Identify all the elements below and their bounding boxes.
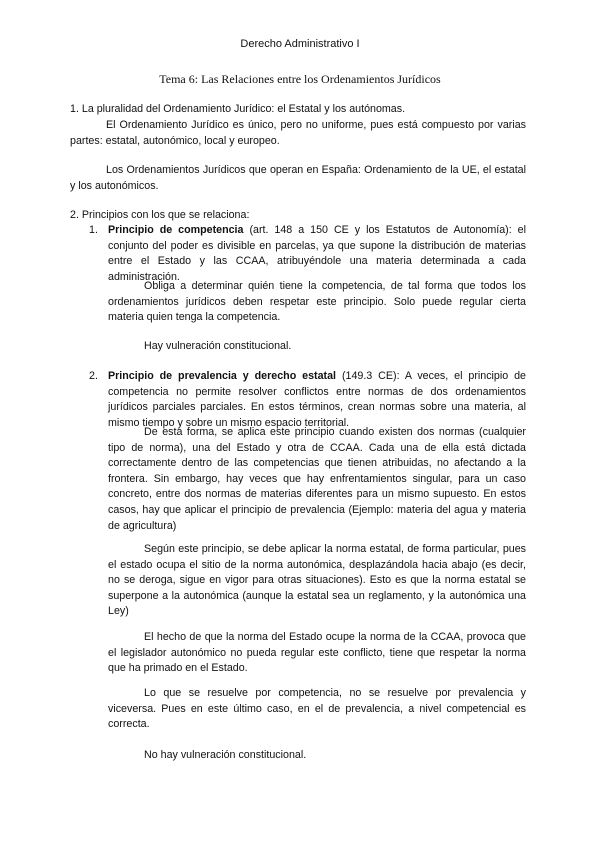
principle-competencia-paragraph-2: Obliga a determinar quién tiene la competencia, de tal forma que todos los ordenamientos jurídicos deben respetar este principio. Solo puede regular cierta materia quien tenga la competencia. <box>108 280 526 324</box>
section-1-heading: 1. La pluralidad del Ordenamiento Jurídico: el Estatal y los autónomas. <box>70 103 406 115</box>
principle-prevalencia-paragraph-5: Lo que se resuelve por competencia, no se resuelve por prevalencia y viceversa. Pues en este último caso, en el de prevalencia, a nivel competencial es correcta. <box>108 687 526 731</box>
list-number-1: 1. <box>89 224 98 236</box>
principle-competencia-title: Principio de competencia <box>108 224 244 236</box>
page-title: Tema 6: Las Relaciones entre los Ordenamientos Jurídicos <box>159 72 441 86</box>
principle-prevalencia-paragraph-2: De esta forma, se aplica este principio cuando existen dos normas (cualquier tipo de norma), una del Estado y otra de CCAA. Cada una de ella está dictada correctamente dentro de las competencias que tienen atribuidas, no afectando a la frontera. Sin embargo, hay veces que hay enfrentamientos singular, para un caso concreto, entre dos normas de materias diferentes para un mismo supuesto. En estos casos, hay que aplicar el principio de prevalencia (Ejemplo: materia del agua y materia de agricultura) <box>108 426 526 532</box>
principle-prevalencia-title: Principio de prevalencia y derecho estatal <box>108 370 337 382</box>
principle-prevalencia <box>108 369 526 431</box>
principle-prevalencia-paragraph-3: Según este principio, se debe aplicar la norma estatal, de forma particular, pues el estado ocupa el sitio de la norma autonómica, desplazándola hacia abajo (es decir, no se deroga, sigue en vigor para otras situaciones). Esto es que la norma estatal se superpone a la autonómica (aunque la estatal sea un reglamento, y la autonómica una Ley) <box>108 543 526 618</box>
section-1-paragraph-2: Los Ordenamientos Jurídicos que operan en España: Ordenamiento de la UE, el estatal y los autonómicos. <box>70 164 526 192</box>
principle-competencia-paragraph-3: Hay vulneración constitucional. <box>144 340 292 352</box>
principle-prevalencia-intro: (149.3 CE): A veces, el principio de competencia no permite resolver conflictos entre normas de dos ordenamientos jurídicos parciales parciales. En estos términos, crean normas sobre una materia, al mismo tiempo y sobre un mismo espacio territorial. <box>108 370 526 429</box>
principle-prevalencia-paragraph-6: No hay vulneración constitucional. <box>144 749 307 761</box>
principle-competencia-intro: (art. 148 a 150 CE y los Estatutos de Autonomía): el conjunto del poder es divisible en parcelas, ya que supone la distribución de materias entre el Estado y las CCAA, atribuyéndole una materia determinada a cada administración. <box>108 224 526 283</box>
section-2-heading: 2. Principios con los que se relaciona: <box>70 209 250 221</box>
section-1-paragraph-1: El Ordenamiento Jurídico es único, pero no uniforme, pues está compuesto por varias partes: estatal, autonómico, local y europeo. <box>70 119 526 147</box>
document-header: Derecho Administrativo I <box>240 38 360 50</box>
list-number-2: 2. <box>89 370 98 382</box>
principle-prevalencia-paragraph-4: El hecho de que la norma del Estado ocupe la norma de la CCAA, provoca que el legislador autonómico no pueda regular este conflicto, tiene que respetar la norma que ha primado en el Estado. <box>108 631 526 675</box>
principle-competencia <box>108 223 526 285</box>
